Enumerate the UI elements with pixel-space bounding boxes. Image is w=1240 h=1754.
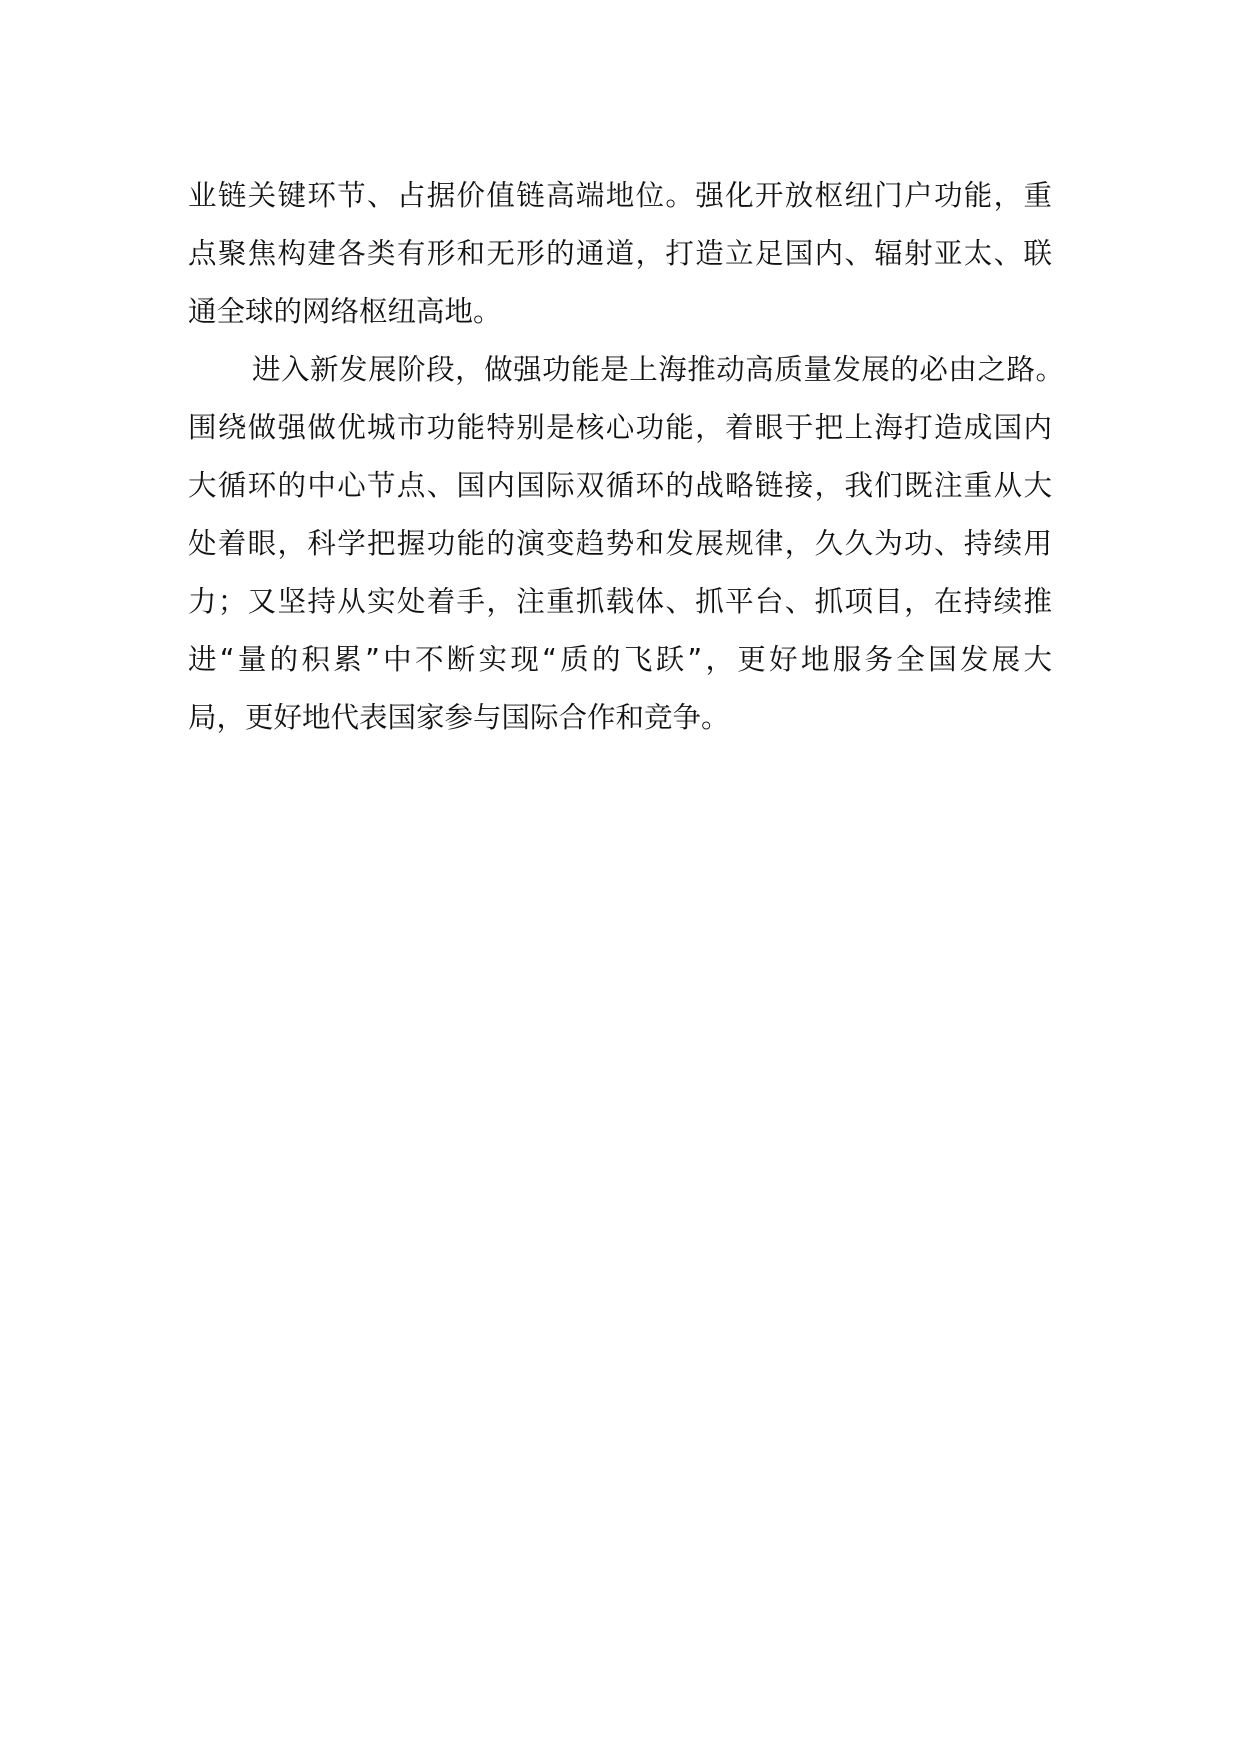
text-line: 业链关键环节、占据价值链高端地位。强化开放枢纽门户功能，重	[188, 179, 1052, 212]
text-line: 点聚焦构建各类有形和无形的通道，打造立足国内、辐射亚太、联	[188, 237, 1052, 270]
text-line: 处着眼，科学把握功能的演变趋势和发展规律，久久为功、持续用	[188, 527, 1052, 560]
text-line: 进“量的积累”中不断实现“质的飞跃”，更好地服务全国发展大	[188, 643, 1052, 676]
text-line: 围绕做强做优城市功能特别是核心功能，着眼于把上海打造成国内	[188, 411, 1052, 444]
text-line: 大循环的中心节点、国内国际双循环的战略链接，我们既注重从大	[188, 469, 1052, 502]
text-line: 进入新发展阶段，做强功能是上海推动高质量发展的必由之路。	[252, 353, 1064, 386]
text-line: 通全球的网络枢纽高地。	[188, 295, 502, 328]
text-line: 局，更好地代表国家参与国际合作和竞争。	[188, 701, 730, 734]
text-line: 力；又坚持从实处着手，注重抓载体、抓平台、抓项目，在持续推	[188, 585, 1052, 618]
